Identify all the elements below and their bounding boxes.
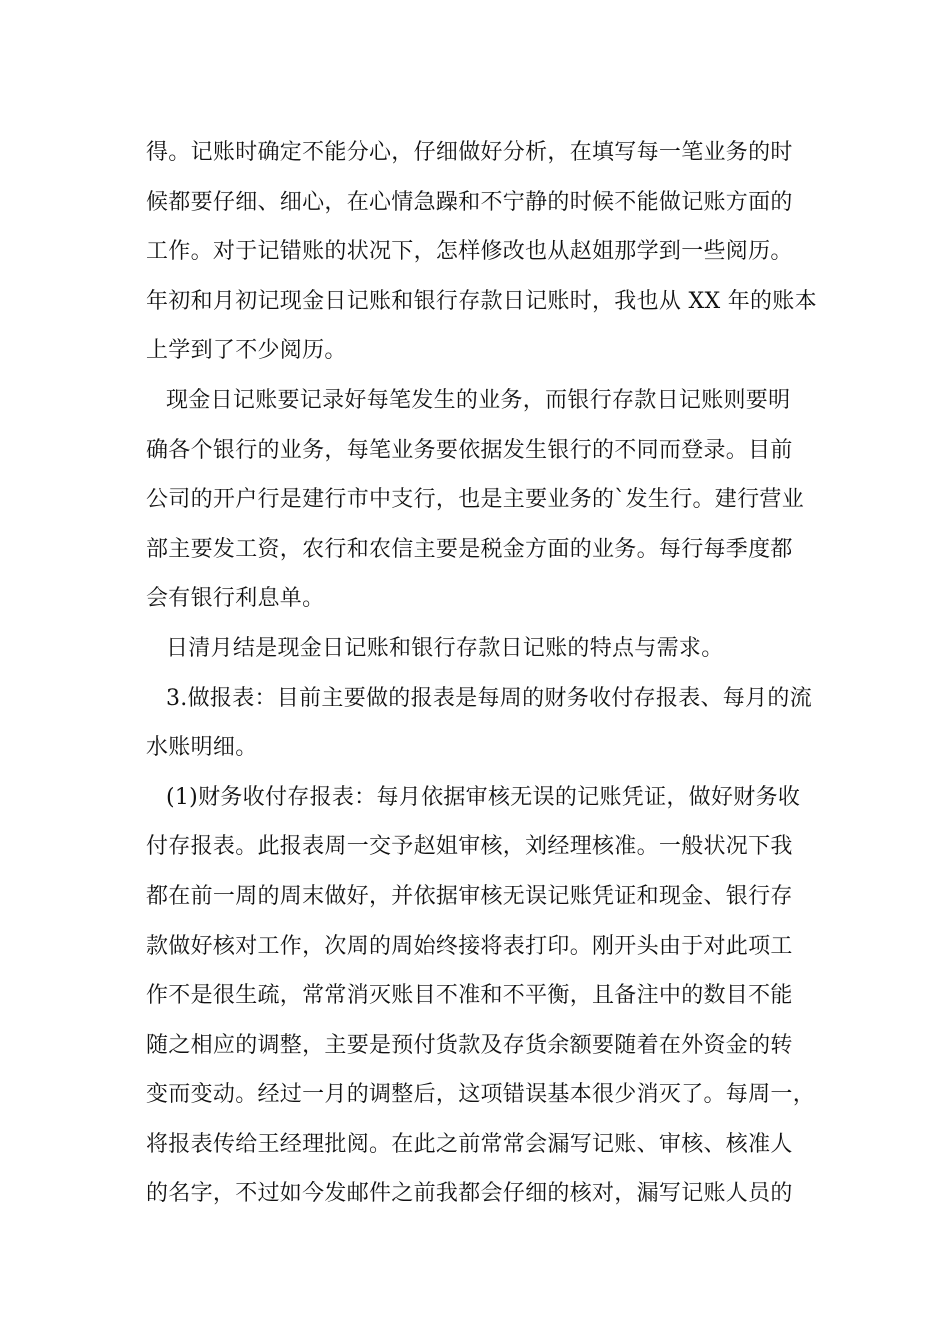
text-line: 公司的开户行是建行市中支行，也是主要业务的`发生行。建行营业	[146, 487, 805, 513]
text-line: 年初和月初记现金日记账和银行存款日记账时，我也从 XX 年的账本	[146, 288, 817, 314]
text-line: 变而变动。经过一月的调整后，这项错误基本很少消灭了。每周一，	[146, 1082, 816, 1108]
text-line: 随之相应的调整，主要是预付货款及存货余额要随着在外资金的转	[146, 1032, 793, 1058]
text-line: 作不是很生疏，常常消灭账目不准和不平衡，且备注中的数目不能	[146, 983, 793, 1009]
text-line: 将报表传给王经理批阅。在此之前常常会漏写记账、审核、核准人	[146, 1131, 793, 1157]
text-line: 现金日记账要记录好每笔发生的业务，而银行存款日记账则要明	[166, 387, 791, 413]
text-line: 候都要仔细、细心，在心情急躁和不宁静的时候不能做记账方面的	[146, 189, 793, 215]
text-line: 付存报表。此报表周一交予赵姐审核，刘经理核准。一般状况下我	[146, 834, 793, 860]
text-line: 会有银行利息单。	[146, 586, 325, 612]
text-line: 3.做报表：目前主要做的报表是每周的财务收付存报表、每月的流	[166, 685, 812, 711]
text-line: 水账明细。	[146, 735, 258, 761]
text-line: 日清月结是现金日记账和银行存款日记账的特点与需求。	[166, 635, 724, 661]
text-line: 上学到了不少阅历。	[146, 338, 347, 364]
text-line: 的名字，不过如今发邮件之前我都会仔细的核对，漏写记账人员的	[146, 1181, 793, 1207]
text-line: 款做好核对工作，次周的周始终接将表打印。刚开头由于对此项工	[146, 933, 793, 959]
text-line: 工作。对于记错账的状况下，怎样修改也从赵姐那学到一些阅历。	[146, 239, 793, 265]
text-line: 得。记账时确定不能分心，仔细做好分析，在填写每一笔业务的时	[146, 140, 793, 165]
text-line: 部主要发工资，农行和农信主要是税金方面的业务。每行每季度都	[146, 536, 793, 562]
body-text	[146, 128, 826, 1219]
text-line: (1)财务收付存报表：每月依据审核无误的记账凭证，做好财务收	[166, 784, 801, 810]
text-line: 都在前一周的周末做好，并依据审核无误记账凭证和现金、银行存	[146, 883, 793, 909]
text-line: 确各个银行的业务，每笔业务要依据发生银行的不同而登录。目前	[146, 437, 793, 463]
